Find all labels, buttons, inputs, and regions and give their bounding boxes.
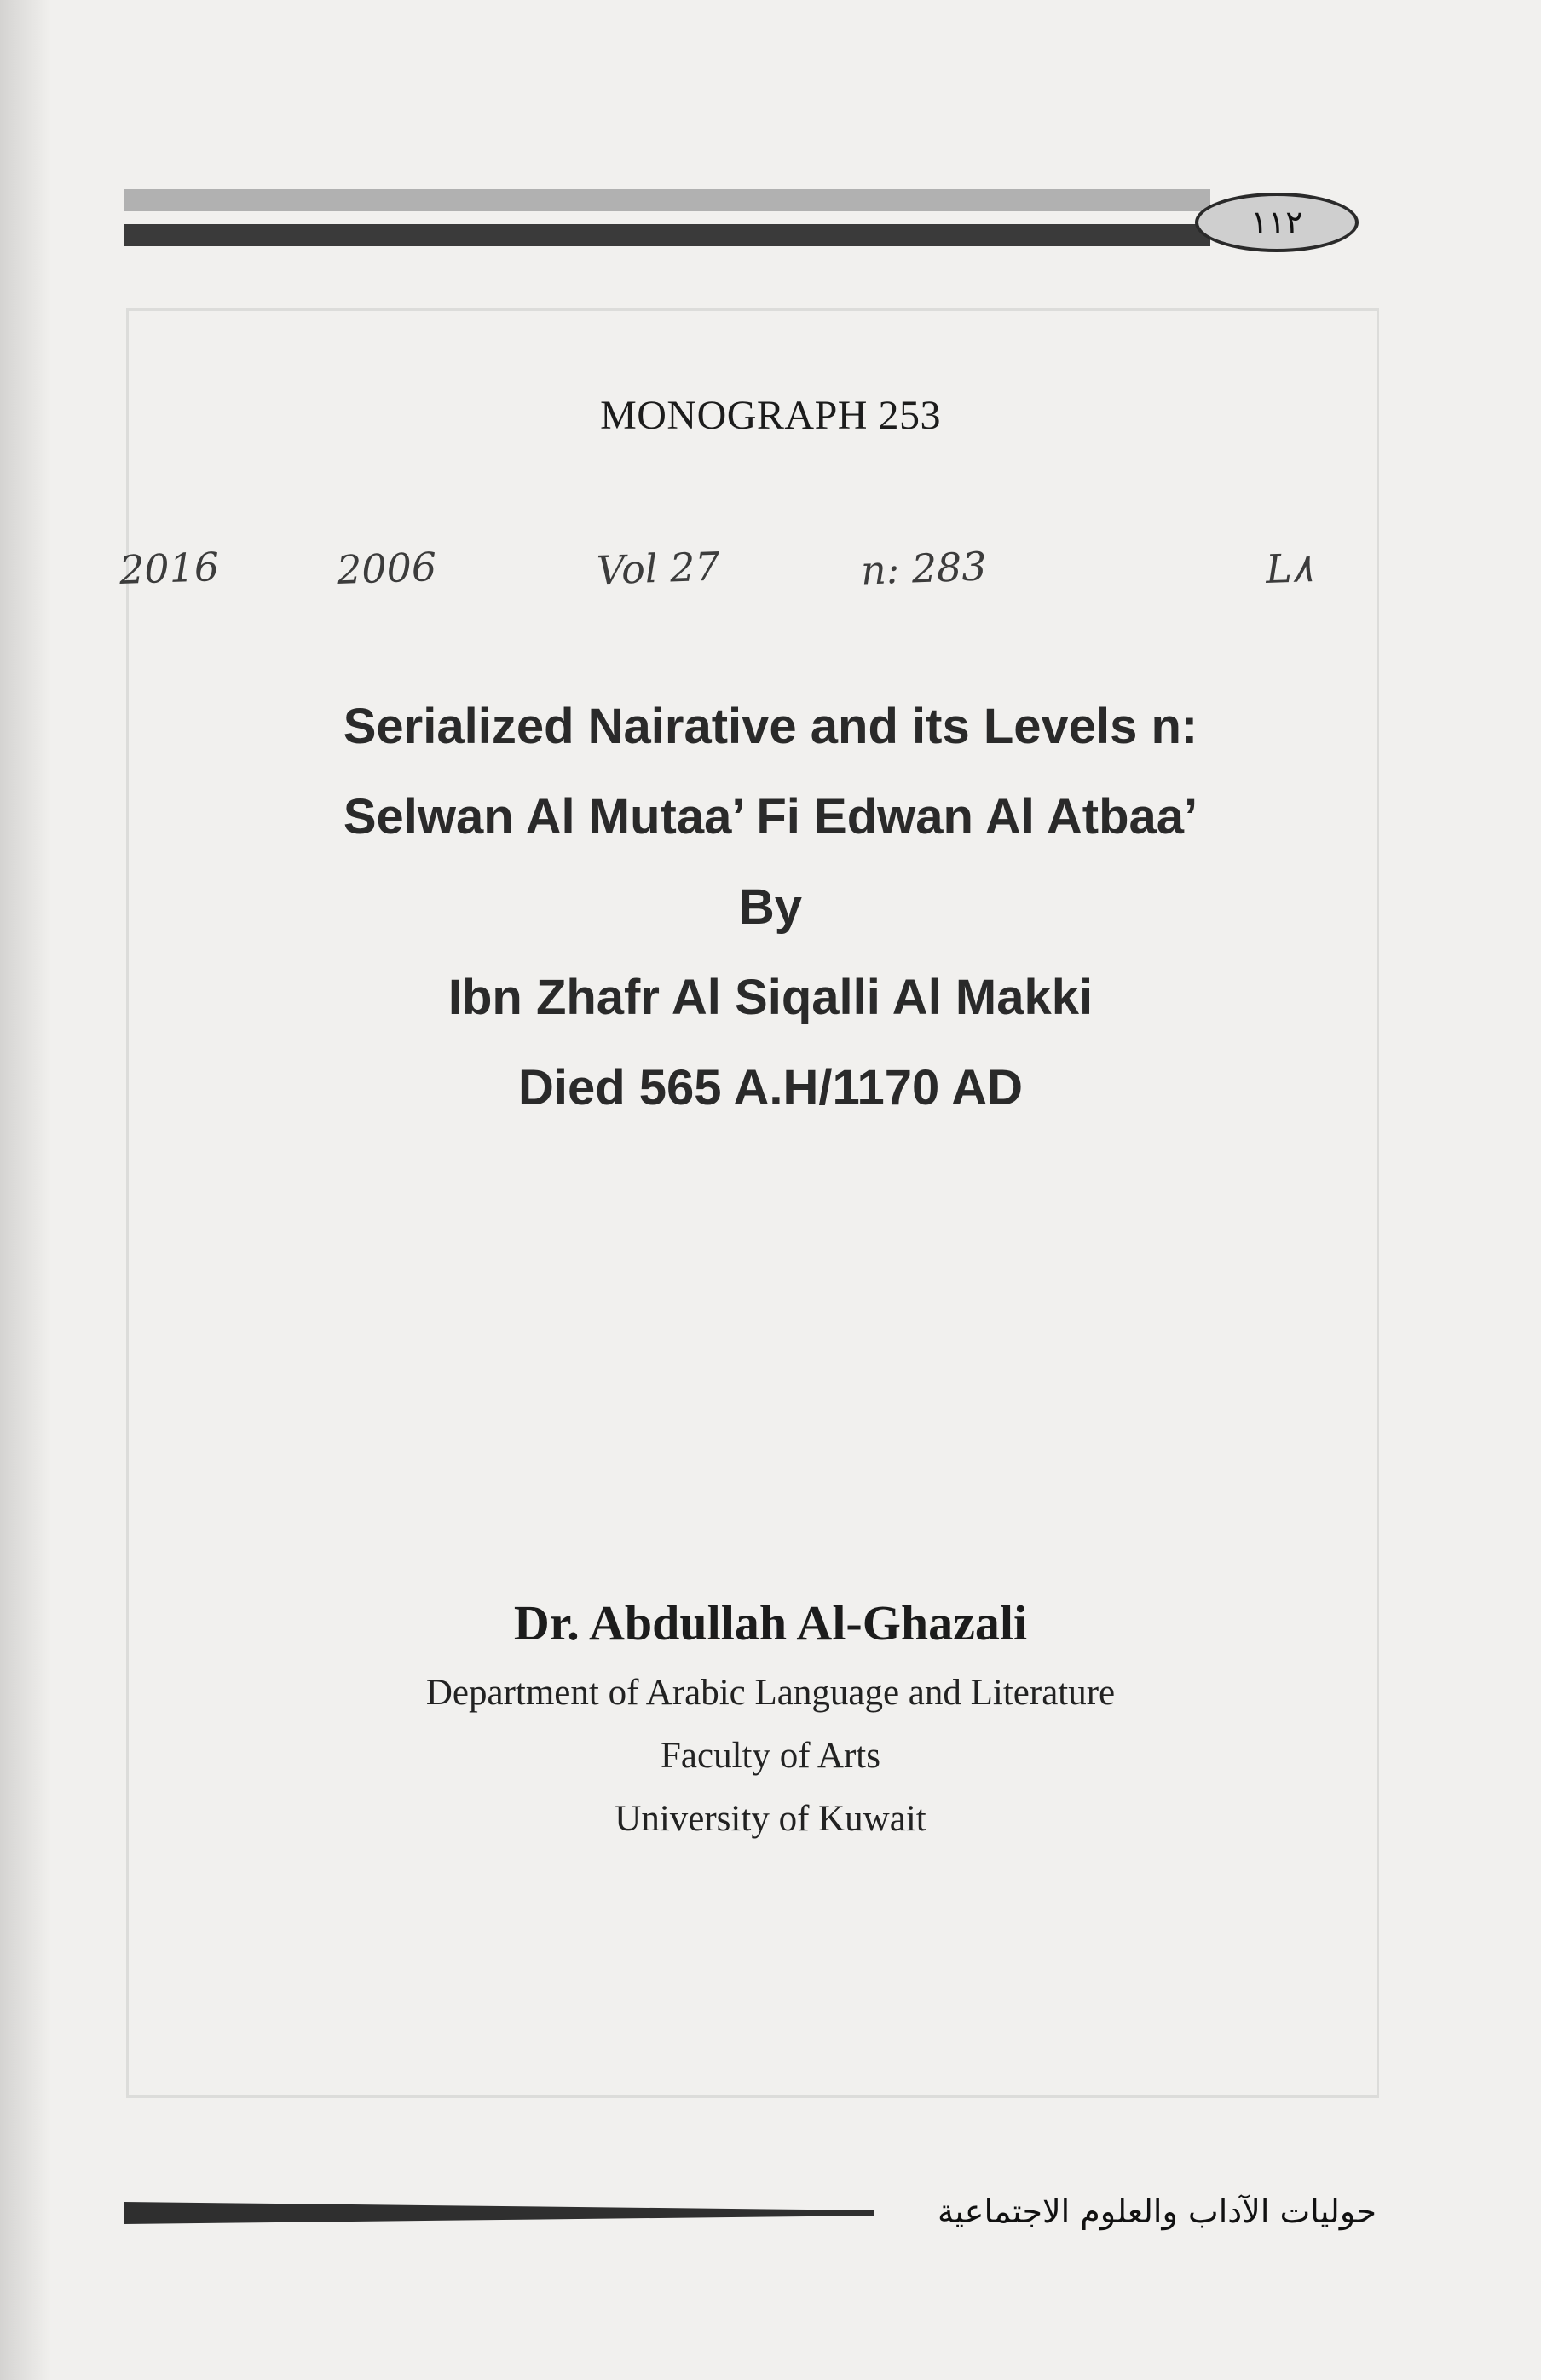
scan-edge-shadow	[0, 0, 51, 2380]
handwritten-note-number: n: 283	[860, 543, 988, 594]
handwritten-note-year-2: 2006	[336, 543, 437, 594]
title-line-subject: Ibn Zhafr Al Siqalli Al Makki	[447, 970, 1094, 1025]
author-faculty: Faculty of Arts	[661, 1736, 880, 1776]
header-bar-light	[124, 189, 1210, 211]
title-line-1: Serialized Nairative and its Levels n:	[343, 699, 1198, 754]
journal-name: حوليات الآداب والعلوم الاجتماعية	[937, 2193, 1377, 2230]
title-line-by: By	[738, 879, 803, 935]
author-name: Dr. Abdullah Al-Ghazali	[513, 1595, 1028, 1651]
footer-bar	[124, 2202, 874, 2224]
article-title	[0, 682, 1541, 1133]
title-line-dates: Died 565 A.H/1170 AD	[517, 1060, 1024, 1115]
header-bar-dark	[124, 224, 1210, 246]
monograph-label: MONOGRAPH 253	[600, 393, 941, 438]
author-department: Department of Arabic Language and Literature	[425, 1673, 1116, 1713]
author-block	[0, 1585, 1541, 1851]
handwritten-note-volume: Vol 27	[596, 543, 721, 594]
author-university: University of Kuwait	[615, 1799, 926, 1839]
page-number-badge	[1195, 193, 1359, 252]
handwritten-note-code: L٨	[1265, 545, 1314, 592]
title-line-2: Selwan Al Mutaa’ Fi Edwan Al Atbaa’	[343, 789, 1198, 844]
handwritten-note-year-1: 2016	[118, 543, 220, 594]
page-number: ١١٢	[1250, 204, 1303, 241]
